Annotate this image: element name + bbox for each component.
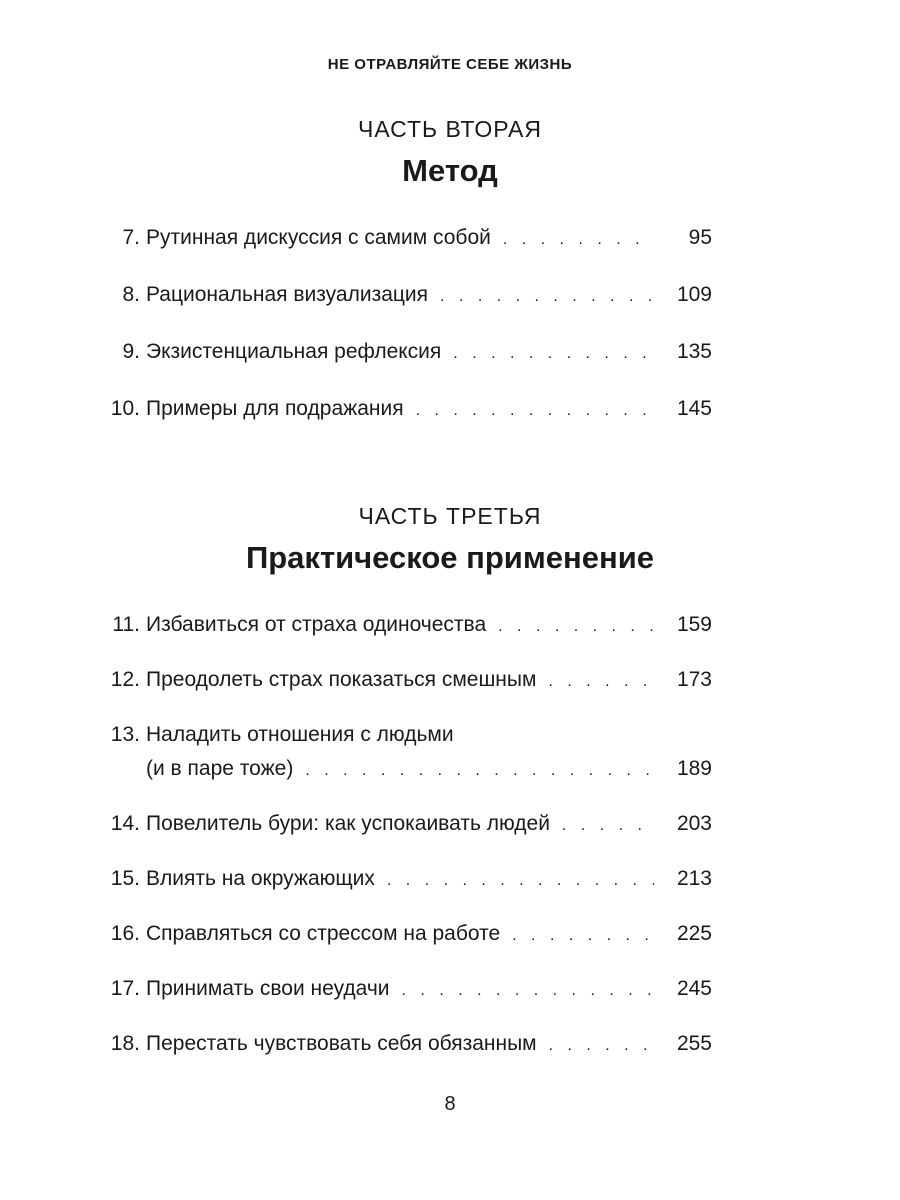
toc-entry-title: Рациональная визуализация	[146, 283, 429, 306]
toc-entry-number: 9.	[122, 340, 140, 363]
toc-entry	[100, 975, 712, 1005]
toc-entry-number: 7.	[122, 226, 140, 249]
toc-entry-number: 10.	[110, 397, 140, 420]
toc-entry-title: Влиять на окружающих	[146, 867, 375, 890]
dot-leader	[562, 812, 654, 840]
part-two-label: ЧАСТЬ ВТОРАЯ	[357, 116, 542, 142]
toc-entry-number: 13.	[110, 723, 140, 746]
dot-leader	[387, 867, 654, 895]
toc-entry-page: 213	[676, 867, 712, 890]
toc-entry	[100, 611, 712, 641]
toc-entry	[100, 1030, 712, 1060]
toc-entry-number: 15.	[110, 867, 140, 890]
toc-entry-title: Справляться со стрессом на работе	[146, 922, 501, 945]
page-number: 8	[444, 1093, 456, 1115]
toc-entry-first-line	[100, 721, 712, 749]
toc-entry-number: 16.	[110, 922, 140, 945]
dot-leader	[453, 340, 654, 368]
dot-leader	[402, 977, 654, 1005]
toc-entry-title-continued: (и в паре тоже)	[146, 757, 294, 780]
toc-entry-page: 145	[676, 397, 712, 420]
dot-leader	[503, 226, 654, 254]
dot-leader	[548, 668, 654, 696]
toc-entry	[100, 920, 712, 950]
toc-entry-page: 189	[676, 757, 712, 780]
toc-entry-title: Преодолеть страх показаться смешным	[146, 668, 537, 691]
toc-entry-page: 225	[676, 922, 712, 945]
toc-entry-title: Избавиться от страха одиночества	[146, 613, 487, 636]
toc-entry	[100, 865, 712, 895]
toc-entry-title: Рутинная дискуссия с самим собой	[146, 226, 491, 249]
toc-entry-title: Экзистенциальная рефлексия	[146, 340, 442, 363]
dot-leader	[498, 613, 654, 641]
toc-entry-title: Перестать чувствовать себя обязанным	[146, 1032, 537, 1055]
toc-entry-page: 95	[688, 226, 712, 249]
toc-entry-continuation	[100, 755, 712, 785]
part-three-title: Практическое применение	[245, 540, 655, 575]
toc-entry-number: 14.	[110, 812, 140, 835]
toc-entry	[100, 395, 712, 425]
toc-entry	[100, 666, 712, 696]
toc-entry	[100, 810, 712, 840]
toc-entry-title: Наладить отношения с людьми	[146, 723, 454, 746]
toc-entry	[100, 224, 712, 254]
part-two-title: Метод	[402, 153, 498, 188]
dot-leader	[549, 1032, 654, 1060]
toc-entry-page: 203	[676, 812, 712, 835]
part-three-label: ЧАСТЬ ТРЕТЬЯ	[358, 503, 542, 529]
running-head: НЕ ОТРАВЛЯЙТЕ СЕБЕ ЖИЗНЬ	[327, 56, 573, 73]
toc-entry	[100, 338, 712, 368]
dot-leader	[305, 757, 654, 785]
toc-entry-title: Повелитель бури: как успокаивать людей	[146, 812, 550, 835]
toc-entry-number: 11.	[112, 613, 140, 636]
toc-entry	[100, 281, 712, 311]
toc-entry-title: Примеры для подражания	[146, 397, 404, 420]
toc-entry-number: 8.	[122, 283, 140, 306]
toc-entry-number: 18.	[110, 1032, 140, 1055]
toc-entry-page: 109	[676, 283, 712, 306]
toc-entry-page: 135	[676, 340, 712, 363]
dot-leader	[440, 283, 654, 311]
toc-entry-page: 255	[676, 1032, 712, 1055]
toc-entry-page: 173	[676, 668, 712, 691]
dot-leader	[416, 397, 654, 425]
toc-entry-title: Принимать свои неудачи	[146, 977, 390, 1000]
dot-leader	[512, 922, 654, 950]
toc-entry-page: 245	[676, 977, 712, 1000]
toc-entry-number: 12.	[110, 668, 140, 691]
toc-entry-number: 17.	[110, 977, 140, 1000]
toc-entry-page: 159	[676, 613, 712, 636]
